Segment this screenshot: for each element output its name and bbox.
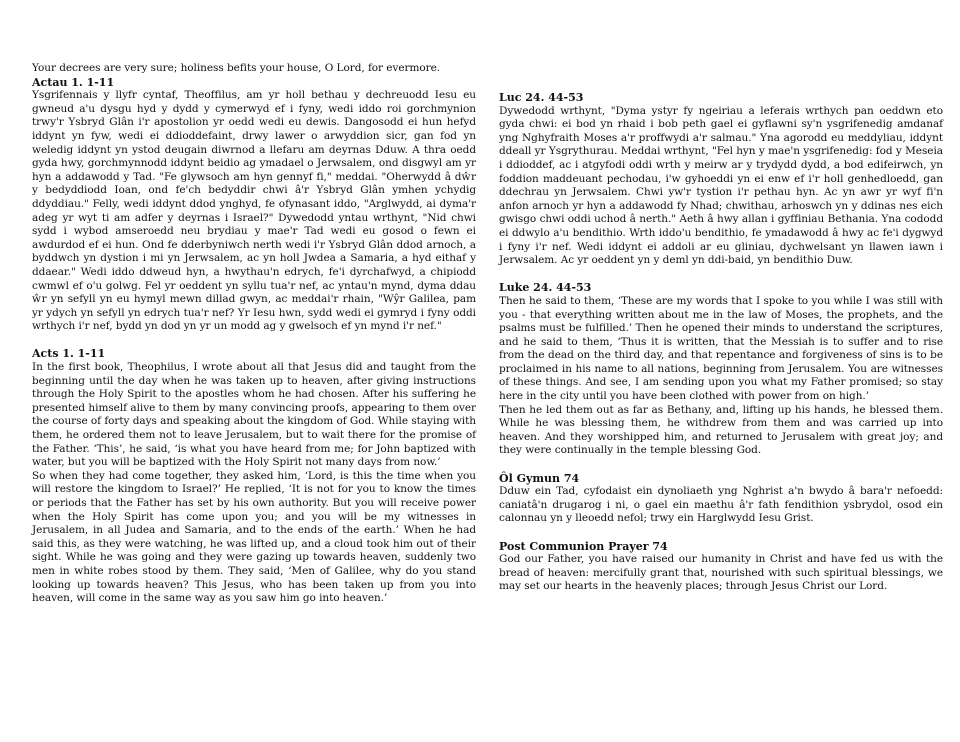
section-gap <box>499 526 943 540</box>
luc-text: Dywedodd wrthynt, "Dyma ystyr fy ngeiriau a leferais wrthych pan oeddwn eto gyda chwi: ei bod yn rhaid i bob peth gael ei gyflawni sy'n ysgrifenedig amdanaf yng Nghyfraith Moses a'r proffwydi a'r salmau." Yna agorodd eu meddyliau, iddynt ddeall yr Ysgrythurau. Meddai wrthynt, "Fel hyn y mae'n ysgrifenedig: fod y Meseia i ddioddef, ac i atgyfodi oddi wrth y meirw ar y trydydd dydd, a bod edifeirwch, yn foddion maddeuant pechodau, i'w gyhoeddi yn ei enw ef i'r holl genhedloedd, gan ddechrau yn Jerwsalem. Chwi yw'r tystion i'r pethau hyn. Ac yn awr yr wyf fi'n anfon arnoch yr hyn a addawodd fy Nhad; chwithau, arhoswch yn y ddinas nes eich gwisgo chwi oddi uchod â nerth." Aeth â hwy allan i gyffiniau Bethania. Yna cododd ei ddwylo a'u bendithio. Wrth iddo'u bendithio, fe ymadawodd â hwy ac fe'i dygwyd i fyny i'r nef. Wedi iddynt ei addoli ar eu gliniau, dychwelsant yn llawen iawn i Jerwsalem. Ac yr oeddent yn y deml yn ddi-baid, yn bendithio Duw. <box>499 104 943 267</box>
gymun-heading: Ôl Gymun 74 <box>499 471 580 485</box>
luke-text-2: Then he led them out as far as Bethany, and, lifting up his hands, he blessed them. While he was blessing them, he withdrew from them and was carried up into heaven. And they worshipped him, and returned to Jerusalem with great joy; and they were continually in the temple blessing God. <box>499 403 943 457</box>
section-gap <box>499 268 943 282</box>
section-gap <box>32 334 476 348</box>
actau-heading: Actau 1. 1-11 <box>32 75 115 89</box>
luke-text-1: Then he said to them, ‘These are my words that I spoke to you while I was still with you - that everything written about me in the law of Moses, the prophets, and the psalms must be fulfilled.’ Then he opened their minds to understand the scriptures, and he said to them, ‘Thus it is written, that the Messiah is to suffer and to rise from the dead on the third day, and that repentance and forgiveness of sins is to be proclaimed in his name to all nations, beginning from Jerusalem. You are witnesses of these things. And see, I am sending upon you what my Father promised; so stay here in the city until you have been clothed with power from on high.’ <box>499 294 943 403</box>
section-gap <box>499 458 943 472</box>
postcommunion-heading: Post Communion Prayer 74 <box>499 539 668 553</box>
postcommunion-text: God our Father, you have raised our humanity in Christ and have fed us with the bread of heaven: mercifully grant that, nourished with such spiritual blessings, we may set our hearts in the heavenly places; through Jesus Christ our Lord. <box>499 553 943 593</box>
acts-heading: Acts 1. 1-11 <box>32 347 106 361</box>
acts-text-2: So when they had come together, they asked him, ‘Lord, is this the time when you will restore the kingdom to Israel?’ He replied, ‘It is not for you to know the times or periods that the Father has set by his own authority. But you will receive power when the Holy Spirit has come upon you; and you will be my witnesses in Jerusalem, in all Judea and Samaria, and to the ends of the earth.’ When he had said this, as they were watching, he was lifted up, and a cloud took him out of their sight. While he was going and they were gazing up towards heaven, suddenly two men in white robes stood by them. They said, ‘Men of Galilee, why do you stand looking up towards heaven? This Jesus, who has been taken up from you into heaven, will come in the same way as you saw him go into heaven.’ <box>32 469 476 605</box>
luc-heading: Luc 24. 44-53 <box>499 91 584 104</box>
gymun-text: Dduw ein Tad, cyfodaist ein dynoliaeth yng Nghrist a'n bwydo â bara'r nefoedd: caniatâ'n drugarog i ni, o gael ein maethu â'r fath fendithion ysbrydol, osod ein calonnau yn y lleoedd nefol; trwy ein Harglwydd Iesu Grist. <box>499 485 943 525</box>
right-column <box>499 91 943 594</box>
acts-text-1: In the first book, Theophilus, I wrote about all that Jesus did and taught from the beginning until the day when he was taken up to heaven, after giving instructions through the Holy Spirit to the apostles whom he had chosen. After his suffering he presented himself alive to them by many convincing proofs, appearing to them over the course of forty days and speaking about the kingdom of God. While staying with them, he ordered them not to leave Jerusalem, but to wait there for the promise of the Father. ‘This’, he said, ‘is what you have heard from me; for John baptized with water, but you will be baptized with the Holy Spirit not many days from now.’ <box>32 361 476 469</box>
actau-text: Ysgrifennais y llyfr cyntaf, Theoffilus, am yr holl bethau y dechreuodd Iesu eu gwneud a'u dysgu hyd y dydd y cymerwyd ef i fyny, wedi iddo roi gorchmynion trwy'r Ysbryd Glân i'r apostolion yr oedd wedi eu dewis. Dangosodd ei hun hefyd iddynt yn fyw, wedi ei ddioddefaint, drwy lawer o arwyddion sicr, gan fod yn weledig iddynt yn ystod deugain diwrnod a llefaru am deyrnas Dduw. A thra oedd gyda hwy, gorchmynnodd iddynt beidio ag ymadael o Jerwsalem, ond disgwyl am yr hyn a addawodd y Tad. "Fe glywsoch am hyn gennyf fi," meddai. "Oherwydd â dŵr y bedyddiodd Ioan, ond fe'ch bedyddir chwi â'r Ysbryd Glân ymhen ychydig ddyddiau." Felly, wedi iddynt ddod ynghyd, fe ofynasant iddo, "Arglwydd, ai dyma'r adeg yr wyt ti am adfer y deyrnas i Israel?" Dywedodd yntau wrthynt, "Nid chwi sydd i wybod amseroedd neu brydiau y mae'r Tad wedi eu gosod o fewn ei awdurdod ef ei hun. Ond fe dderbyniwch nerth wedi i'r Ysbryd Glân ddod arnoch, a byddwch yn dystion i mi yn Jerwsalem, ac yn holl Jwdea a Samaria, a hyd eithaf y ddaear." Wedi iddo ddweud hyn, a hwythau'n edrych, fe'i dyrchafwyd, a chipiodd cwmwl ef o'u golwg. Fel yr oeddent yn syllu tua'r nef, ac yntau'n mynd, dyma ddau ŵr yn sefyll yn eu hymyl mewn dillad gwyn, ac meddai'r rhain, "Wŷr Galilea, pam yr ydych yn sefyll yn edrych tua'r nef? Yr Iesu hwn, sydd wedi ei gymryd i fyny oddi wrthych i'r nef, bydd yn dod yn yr un modd ag y gwelsoch ef yn mynd i'r nef." <box>32 89 476 333</box>
intro-sentence: Your decrees are very sure; holiness befits your house, O Lord, for evermore. <box>32 62 441 74</box>
luke-heading: Luke 24. 44-53 <box>499 281 592 295</box>
left-column <box>32 62 476 606</box>
